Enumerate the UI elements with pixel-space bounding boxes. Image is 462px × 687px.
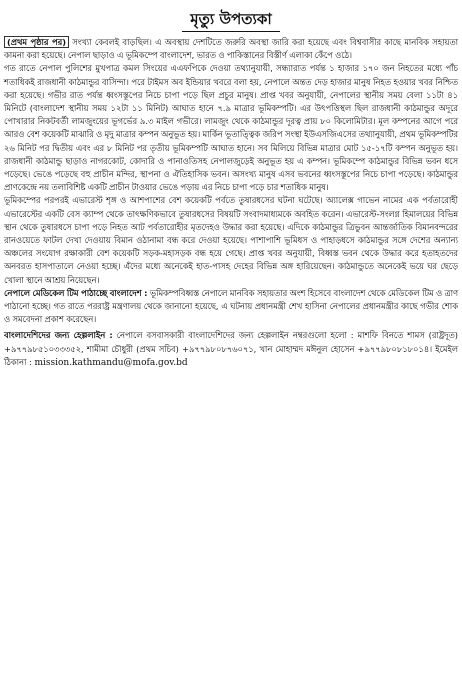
- paragraph-3: ভূমিকম্পের পরপরই এভারেস্ট শৃঙ্গ ও আশপাশের বেশ কয়েকটি পর্বতে তুষারধসের ঘটনা ঘটেছে। অ্যালেক্স গাভেন নামের এক পর্বতারোহী এভারেস্টের একটি বেস ক্যাম্প থেকে তাৎক্ষণিকভাবে তুষারধসের বিষয়টি সংবাদমাধ্যমকে অবহিত করেন। এভারেস্ট-সংলগ্ন হিমালয়ের বিভিন্ন স্থান থেকে তুষারধসে চাপা পড়ে নিহত আট পর্বতারোহীর মৃতদেহও উদ্ধার করা হয়েছে। এদিকে কাঠমান্ডুর ত্রিভুবন আন্তর্জাতিক বিমানবন্দরের রানওয়েতে ফাটল দেখা দেওয়ায় বিমান ওঠানামা বন্ধ করে দেওয়া হয়েছে। পাশাপাশি ভূমিধস ও পাহাড়ধসে কাঠমান্ডুর সঙ্গে দেশের অন্যান্য অঞ্চলের সংযোগ রক্ষাকারী বেশ কয়েকটি সড়ক-মহাসড়ক বন্ধ হয়ে গেছে। প্রাপ্ত খবর অনুযায়ী, বিধ্বস্ত ভবন থেকে উদ্ধার করে হতাহতদের অনবরত হাসপাতালে নেওয়া হচ্ছে। এঁদের মধ্যে অনেকেই হাত-পাসহ দেহের বিভিন্ন অঙ্গ হারিয়েছেন। কাঠমান্ডুতে অনেকেই ভয়ে ঘর ছেড়ে খোলা স্থানে আশ্রয় নিয়েছেন।: [4, 195, 458, 285]
- helpline-section: [4, 329, 458, 370]
- paragraph-1: [4, 36, 458, 62]
- paragraph-2: গত রাতে নেপাল পুলিশের মুখপাত্র কমল সিংয়ের এএফপিকে দেওয়া তথ্যানুযায়ী, সন্ধ্যারাত পর্যন্ত ১ হাজার ১৭০ জন নিহতের মধ্যে পাঁচ শতাধিকই রাজধানী কাঠমান্ডুর বাসিন্দা। পরে টাইমস অব ইন্ডিয়ার খবরে বলা হয়, নেপালে অন্তত দেড় হাজার মানুষ নিহত হওয়ার খবর নিশ্চিত করা হয়েছে। গভীর রাত পর্যন্ত ধ্বংসস্তূপের নিচে চাপা পড়ে ছিল প্রচুর মানুষ। প্রাপ্ত খবর অনুযায়ী, নেপালের স্থানীয় সময় বেলা ১১টা ৪১ মিনিটে (বাংলাদেশ স্থানীয় সময় ১২টা ১১ মিনিট) আঘাত হানে ৭.৯ মাত্রার ভূমিকম্পটি। এর উৎপত্তিস্থল ছিল রাজধানী কাঠমান্ডুর অদূরে পোখারার নিকটবর্তী লামজুংয়ের ভূগর্ভের ৯.৩ মাইল গভীরে। লামজুং থেকে কাঠমান্ডুর দূরত্ব প্রায় ৮০ কিলোমিটার। মূল কম্পনের আগে পরে আরও বেশ কয়েকটি মাঝারি ও মৃদু মাত্রার কম্পন অনুভূত হয়। মার্কিন ভূতাত্ত্বিক জরিপ সংস্থা ইউএসজিএসের তথ্যানুযায়ী, প্রথম ভূমিকম্পটির ২৬ মিনিট পর দ্বিতীয় এবং এর ৮ মিনিট পর তৃতীয় ভূমিকম্পটি আঘাত হানে। সব মিলিয়ে বিভিন্ন মাত্রার মোট ১৫-১৭টি কম্পন অনুভূত হয়। রাজধানী কাঠমান্ডু ছাড়াও নাগরকোট, কোদারি ও পানাওতিসহ নেপালজুড়েই অনুভূত হয় এ কম্পন। ভূমিকম্পে কাঠমান্ডুর বিভিন্ন ভবন ধসে পড়েছে। ভেঙে পড়েছে বহু প্রাচীন মন্দির, স্থাপনা ও ঐতিহাসিক ভবন। অসংখ্য মানুষ এসব ভবনের ধ্বংসস্তূপের নিচে চাপা পড়েছে। কাঠমান্ডুর প্রাণকেন্দ্রে নয় তলাবিশিষ্ট একটি প্রাচীন টাওয়ার ভেঙে পড়ায় এর নিচে চাপা পড়ে চার শতাধিক মানুষ।: [4, 63, 458, 193]
- helpline-heading: বাংলাদেশিদের জন্য হেল্পলাইন :: [4, 330, 113, 341]
- article-body: [4, 36, 458, 326]
- helpline-text: নেপালে বসবাসকারী বাংলাদেশিদের জন্য হেল্পলাইন নম্বরগুলো হলো : মাশফি বিনতে শামস (রাষ্ট্রদূত) +৯৭৭৯৮৫১০৩৩৩৫২, শামীমা চৌধুরী (প্রথম সচিব) +৯৭৭৯৮০৮৭৬০৭১, খান মোহাম্মদ মঈনুল হোসেন +৯৭৭৯৮০৮১৮০১৪। ইমেইল ঠিকানা :: [4, 330, 458, 367]
- continued-from-tag: (প্রথম পৃষ্ঠার পর): [4, 36, 69, 48]
- news-article: [4, 4, 458, 683]
- article-title: মৃত্যু উপত্যকা: [182, 7, 279, 32]
- paragraph-1-text: সংখ্যা কেবলই বাড়ছিল। এ অবস্থায় দেশটিতে জরুরি অবস্থা জারি করা হয়েছে এবং বিশ্ববাসীর কাছে মানবিক সহায়তা কামনা করা হয়েছে। নেপাল ছাড়াও এ ভূমিকম্পে বাংলাদেশ, ভারত ও পাকিস্তানের বিস্তীর্ণ এলাকা কেঁপে ওঠে।: [4, 37, 458, 61]
- medical-team-heading: নেপালে মেডিকেল টিম পাঠাচ্ছে বাংলাদেশ :: [4, 287, 148, 298]
- paragraph-4-text: ভূমিকম্পবিধ্বস্ত নেপালে মানবিক সহায়তার অংশ হিসেবে বাংলাদেশ থেকে মেডিকেল টিম ও ত্রাণ পাঠানো হচ্ছে। গত রাতে পররাষ্ট্র মন্ত্রণালয় থেকে জানানো হয়েছে, এ ঘটনায় প্রধানমন্ত্রী শেখ হাসিনা নেপালের প্রধানমন্ত্রীর কাছে গভীর শোক ও সমবেদনা প্রকাশ করেছেন।: [4, 287, 458, 325]
- article-title-container: [4, 4, 458, 36]
- paragraph-4: [4, 287, 458, 327]
- helpline-email: mission.kathmandu@mofa.gov.bd: [34, 357, 188, 368]
